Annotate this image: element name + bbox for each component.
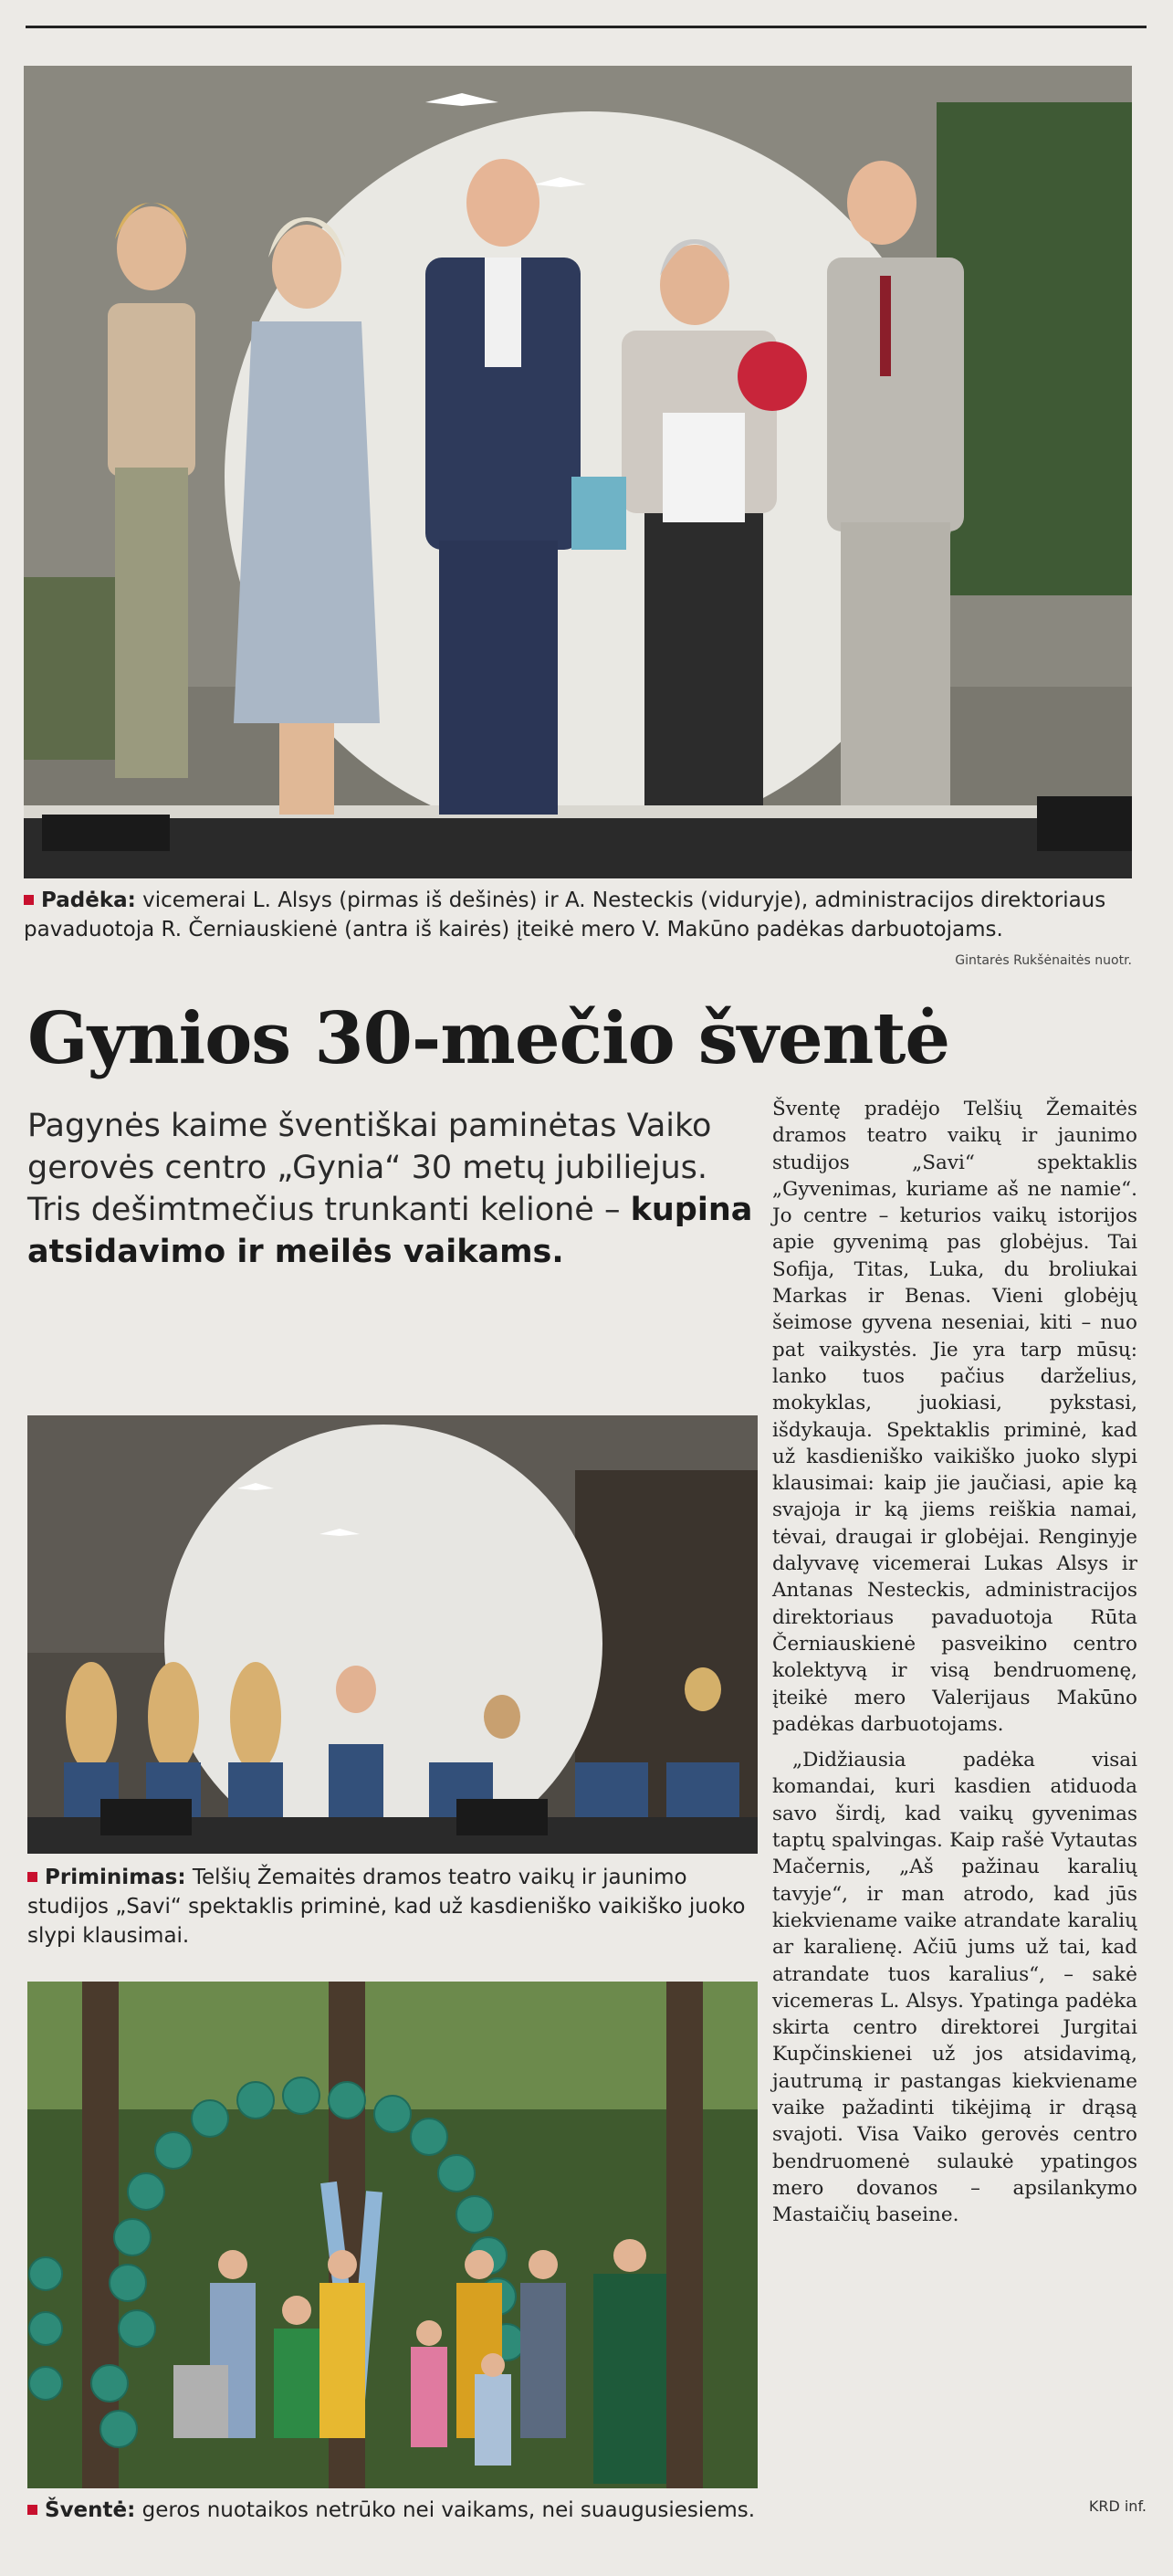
body-paragraph: „Didžiausia padėka visai komandai, kuri kasdien atiduoda savo širdį, kad vaikų gyvenimas taptų spalvingas. Kaip rašė Vytautas Mačernis, „Aš pažinau karalių tavyje“, ir man atrodo, kad jūs kiekviename vaike atrandate karalių ar karalienę. Ačiū jums už tai, kad atrandate tuos karalius“, – sakė vicemeras L. Alsys. Ypatinga padėka skirta centro direktorei Jurgitai Kupčinskienei už jos atsidavimą, jautrumą ir pastangas kiekviename vaike pažadinti tikėjimą ir drąsą svajoti. Visa Vaiko gerovės centro bendruomenė sulaukė ypatingos mero dovanos – apsilankymo Mastaičių baseine.: [772, 1749, 1137, 2227]
caption-label: Šventė:: [45, 2498, 136, 2522]
caption-text: geros nuotaikos netrūko nei vaikams, nei suaugusiesiems.: [135, 2498, 756, 2522]
caption-label: Priminimas:: [45, 1866, 186, 1889]
body-paragraph: Šventę pradėjo Telšių Žemaitės dramos teatro vaikų ir jaunimo studijos „Savi“ spektaklis „Gyvenimas, kuriame aš ne namie“. Jo centre – keturios vaikų istorijos apie gyvenimą pas globėjus. Tai Sofija, Titas, Luka, du broliukai Markas ir Benas. Vieni globėjų šeimose gyvena neseniai, kiti – nuo pat vaikystės. Jie yra tarp mūsų: lanko tuos pačius darželius, mokyklas, juokiasi, pykstasi, išdykauja. Spektaklis priminė, kad už kasdieniško vaikiško juoko slypi klausimai: kaip jie jaučiasi, apie ką svajoja ir ką jiems reiškia namai, tėvai, draugai ir globėjai. Renginyje dalyvavę vicemerai Lukas Alsys ir Antanas Nesteckis, administracijos direktoriaus pavaduotoja Rūta Černiauskienė pasveikino centro kolektyvą ir visą bendruomenę, įteikė mero Valerijaus Makūno padėkas darbuotojams.: [772, 1098, 1137, 1736]
caption-marker: [27, 2505, 37, 2515]
celebration-photo-caption: [27, 2496, 758, 2525]
caption-label: Padėka:: [41, 888, 136, 912]
celebration-photo: [27, 1982, 758, 2488]
award-photo-caption: [24, 886, 1132, 944]
article-lead: [27, 1105, 758, 1273]
theatre-photo-caption: [27, 1863, 758, 1950]
top-rule: [26, 26, 1147, 28]
theatre-performance-photo: [27, 1415, 758, 1854]
caption-text: vicemerai L. Alsys (pirmas iš dešinės) ir A. Nesteckis (viduryje), administracijos direktoriaus pavaduotoja R. Černiauskienė (antra iš kairės) įteikė mero V. Makūno padėkas darbuotojams.: [24, 888, 1106, 941]
article-source: KRD inf.: [1088, 2497, 1147, 2515]
article-headline: Gynios 30-mečio šventė: [27, 997, 949, 1080]
caption-text: Telšių Žemaitės dramos teatro vaikų ir jaunimo studijos „Savi“ spektaklis priminė, kad už kasdieniško vaikiško juoko slypi klausimai.: [27, 1866, 746, 1948]
lead-emphasis: kupina atsidavimo ir meilės vaikams.: [27, 1192, 753, 1270]
lead-text: Pagynės kaime šventiškai paminėtas Vaiko gerovės centro „Gynia“ 30 metų jubiliejus. Tris dešimtmečius trunkanti kelionė –: [27, 1108, 712, 1228]
caption-marker: [27, 1872, 37, 1882]
award-ceremony-photo: [24, 66, 1132, 878]
article-body: [772, 1096, 1137, 2228]
caption-marker: [24, 895, 34, 905]
photo-credit: Gintarės Rukšėnaitės nuotr.: [955, 953, 1132, 968]
